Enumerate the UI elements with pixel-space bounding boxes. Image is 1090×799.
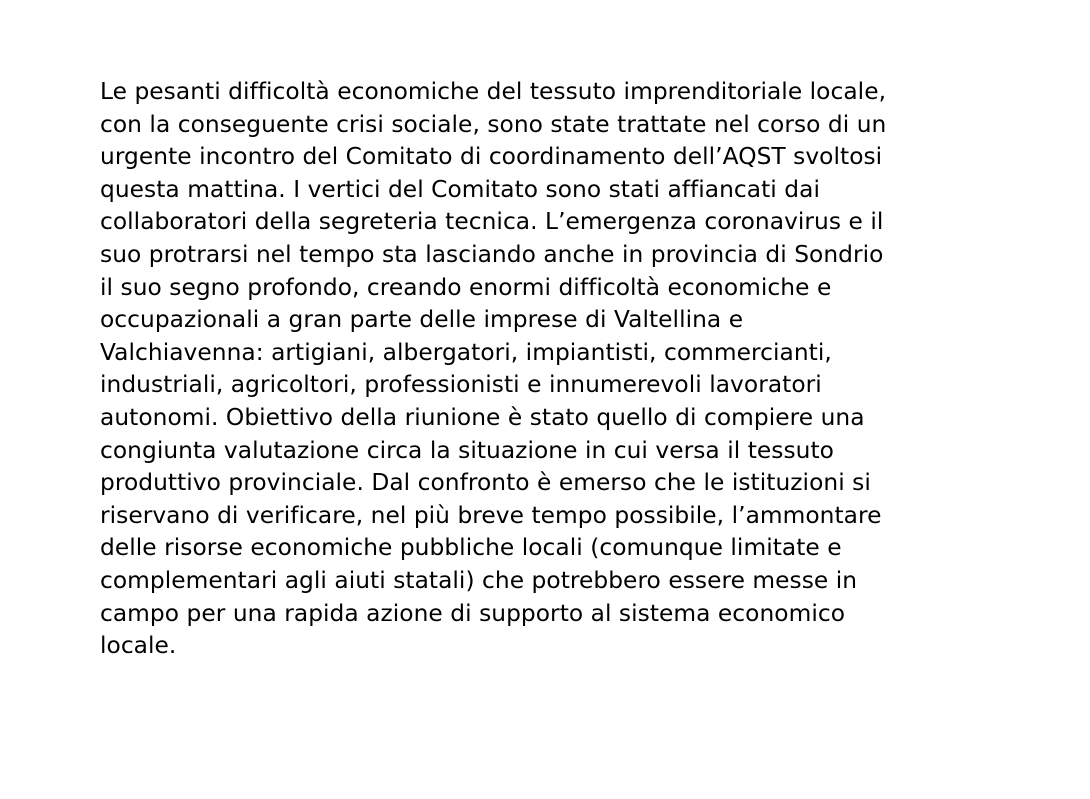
- paragraph-line-5: collaboratori della segreteria tecnica. L’emergenza coronavirus e il: [100, 208, 884, 236]
- paragraph-line-8: occupazionali a gran parte delle imprese di Valtellina e: [100, 306, 744, 334]
- paragraph-line-11: autonomi. Obiettivo della riunione è stato quello di compiere una: [100, 403, 865, 431]
- body-paragraph: [100, 76, 1060, 663]
- paragraph-line-7: il suo segno profondo, creando enormi difficoltà economiche e: [100, 273, 832, 301]
- paragraph-line-2: con la conseguente crisi sociale, sono state trattate nel corso di un: [100, 110, 887, 138]
- paragraph-line-13: produttivo provinciale. Dal confronto è emerso che le istituzioni si: [100, 469, 871, 497]
- paragraph-line-3: urgente incontro del Comitato di coordinamento dell’AQST svoltosi: [100, 143, 883, 171]
- paragraph-line-18: locale.: [100, 632, 177, 660]
- paragraph-line-4: questa mattina. I vertici del Comitato sono stati affiancati dai: [100, 175, 820, 203]
- paragraph-line-15: delle risorse economiche pubbliche locali (comunque limitate e: [100, 534, 842, 562]
- paragraph-line-1: Le pesanti difficoltà economiche del tessuto imprenditoriale locale,: [100, 78, 887, 105]
- paragraph-line-10: industriali, agricoltori, professionisti e innumerevoli lavoratori: [100, 371, 822, 399]
- paragraph-line-9: Valchiavenna: artigiani, albergatori, impiantisti, commercianti,: [100, 338, 832, 366]
- paragraph-line-6: suo protrarsi nel tempo sta lasciando anche in provincia di Sondrio: [100, 240, 884, 268]
- paragraph-line-14: riservano di verificare, nel più breve tempo possibile, l’ammontare: [100, 501, 882, 529]
- paragraph-line-17: campo per una rapida azione di supporto al sistema economico: [100, 599, 846, 627]
- paragraph-line-12: congiunta valutazione circa la situazione in cui versa il tessuto: [100, 436, 834, 464]
- paragraph-line-16: complementari agli aiuti statali) che potrebbero essere messe in: [100, 566, 858, 594]
